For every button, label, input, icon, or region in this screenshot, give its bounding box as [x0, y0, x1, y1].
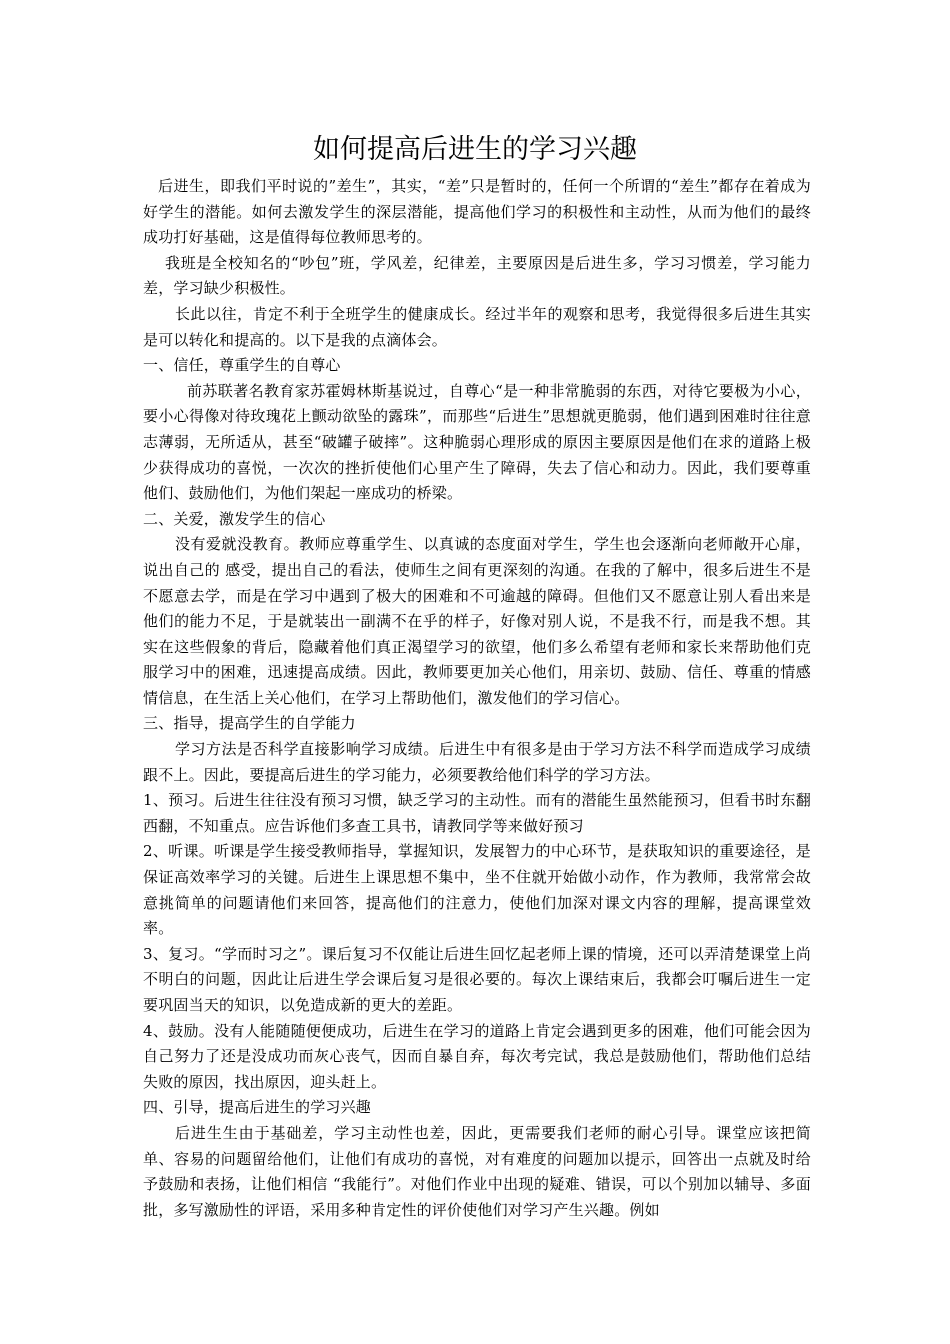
paragraph-interest: 后进生生由于基础差，学习主动性也差，因此，更需要我们老师的耐心引导。课堂应该把简单、容易的问题留给他们，让他们有成功的喜悦，对有难度的问题加以提示，回答出一点就及时给予鼓励和表扬，让他们相信 “我能行”。对他们作业中出现的疑难、错误，可以个别加以辅导、多面批，多写激励性的评语，采用多种肯定性的评价使他们对学习产生兴趣。例如 — [143, 1123, 811, 1219]
list-item-review: 3、复习。“学而时习之”。课后复习不仅能让后进生回忆起老师上课的情境，还可以弄清楚课堂上尚不明白的问题，因此让后进生学会课后复习是很必要的。每次上课结束后，我都会叮嘱后进生一定要巩固当天的知识，以免造成新的更大的差距。 — [143, 944, 811, 1014]
paragraph-class-situation: 我班是全校知名的“吵包”班，学风差，纪律差，主要原因是后进生多，学习习惯差，学习能力差，学习缺少积极性。 — [143, 253, 811, 298]
paragraph-guidance: 学习方法是否科学直接影响学习成绩。后进生中有很多是由于学习方法不科学而造成学习成绩跟不上。因此，要提高后进生的学习能力，必须要教给他们科学的学习方法。 — [143, 740, 811, 784]
paragraph-intro: 后进生，即我们平时说的”差生”，其实，“差”只是暂时的，任何一个所谓的“差生”都存在着成为好学生的潜能。如何去激发学生的深层潜能，提高他们学习的积极性和主动性，从而为他们的最终成功打好基础，这是值得每位教师思考的。 — [143, 177, 811, 247]
section-heading-trust: 一、信任，尊重学生的自尊心 — [143, 356, 341, 375]
paragraph-trust: 前苏联著名教育家苏霍姆林斯基说过，自尊心“是一种非常脆弱的东西，对待它要极为小心，要小心得像对待玫瑰花上颤动欲坠的露珠”，而那些“后进生”思想就更脆弱，他们遇到困难时往往意志薄弱，无所适从，甚至“破罐子破摔”。这种脆弱心理形成的原因主要原因是他们在求的道路上极少获得成功的喜悦，一次次的挫折使他们心里产生了障碍，失去了信心和动力。因此，我们要尊重他们、鼓励他们，为他们架起一座成功的桥梁。 — [143, 381, 811, 503]
paragraph-care: 没有爱就没教育。教师应尊重学生、以真诚的态度面对学生，学生也会逐渐向老师敞开心扉，说出自己的 感受，提出自己的看法，使师生之间有更深刻的沟通。在我的了解中，很多后进生不是不愿意去学，而是在学习中遇到了极大的困难和不可逾越的障碍。但他们又不愿意让别人看出来是他们的能力不足，于是就装出一副满不在乎的样子，好像对别人说，不是我不行，而是我不想。其实在这些假象的背后，隐藏着他们真正渴望学习的欲望，他们多么希望有老师和家长来帮助他们克服学习中的困难，迅速提高成绩。因此，教师要更加关心他们，用亲切、鼓励、信任、尊重的情感情信息，在生活上关心他们，在学习上帮助他们，激发他们的学习信心。 — [143, 535, 811, 707]
list-item-preview: 1、预习。后进生往往没有预习习惯，缺乏学习的主动性。而有的潜能生虽然能预习，但看书时东翻西翻，不知重点。应告诉他们多查工具书，请教同学等来做好预习 — [143, 791, 811, 835]
page-title: 如何提高后进生的学习兴趣 — [313, 134, 637, 165]
section-heading-interest: 四、引导，提高后进生的学习兴趣 — [143, 1098, 372, 1117]
document-body — [143, 174, 811, 1223]
section-heading-guidance: 三、指导，提高学生的自学能力 — [143, 714, 356, 733]
list-item-listening: 2、听课。听课是学生接受教师指导，掌握知识，发展智力的中心环节，是获取知识的重要途径，是保证高效率学习的关键。后进生上课思想不集中，坐不住就开始做小动作，作为教师，我常常会故意挑简单的问题请他们来回答，提高他们的注意力，使他们加深对课文内容的理解，提高课堂效率。 — [143, 842, 811, 938]
list-item-encouragement: 4、鼓励。没有人能随随便便成功，后进生在学习的道路上肯定会遇到更多的困难，他们可能会因为自己努力了还是没成功而灰心丧气，因而自暴自弃，每次考完试，我总是鼓励他们，帮助他们总结失败的原因，找出原因，迎头赶上。 — [143, 1021, 811, 1091]
paragraph-observation: 长此以往，肯定不利于全班学生的健康成长。经过半年的观察和思考，我觉得很多后进生其实是可以转化和提高的。以下是我的点滴体会。 — [143, 304, 811, 349]
section-heading-care: 二、关爱，激发学生的信心 — [143, 509, 326, 528]
